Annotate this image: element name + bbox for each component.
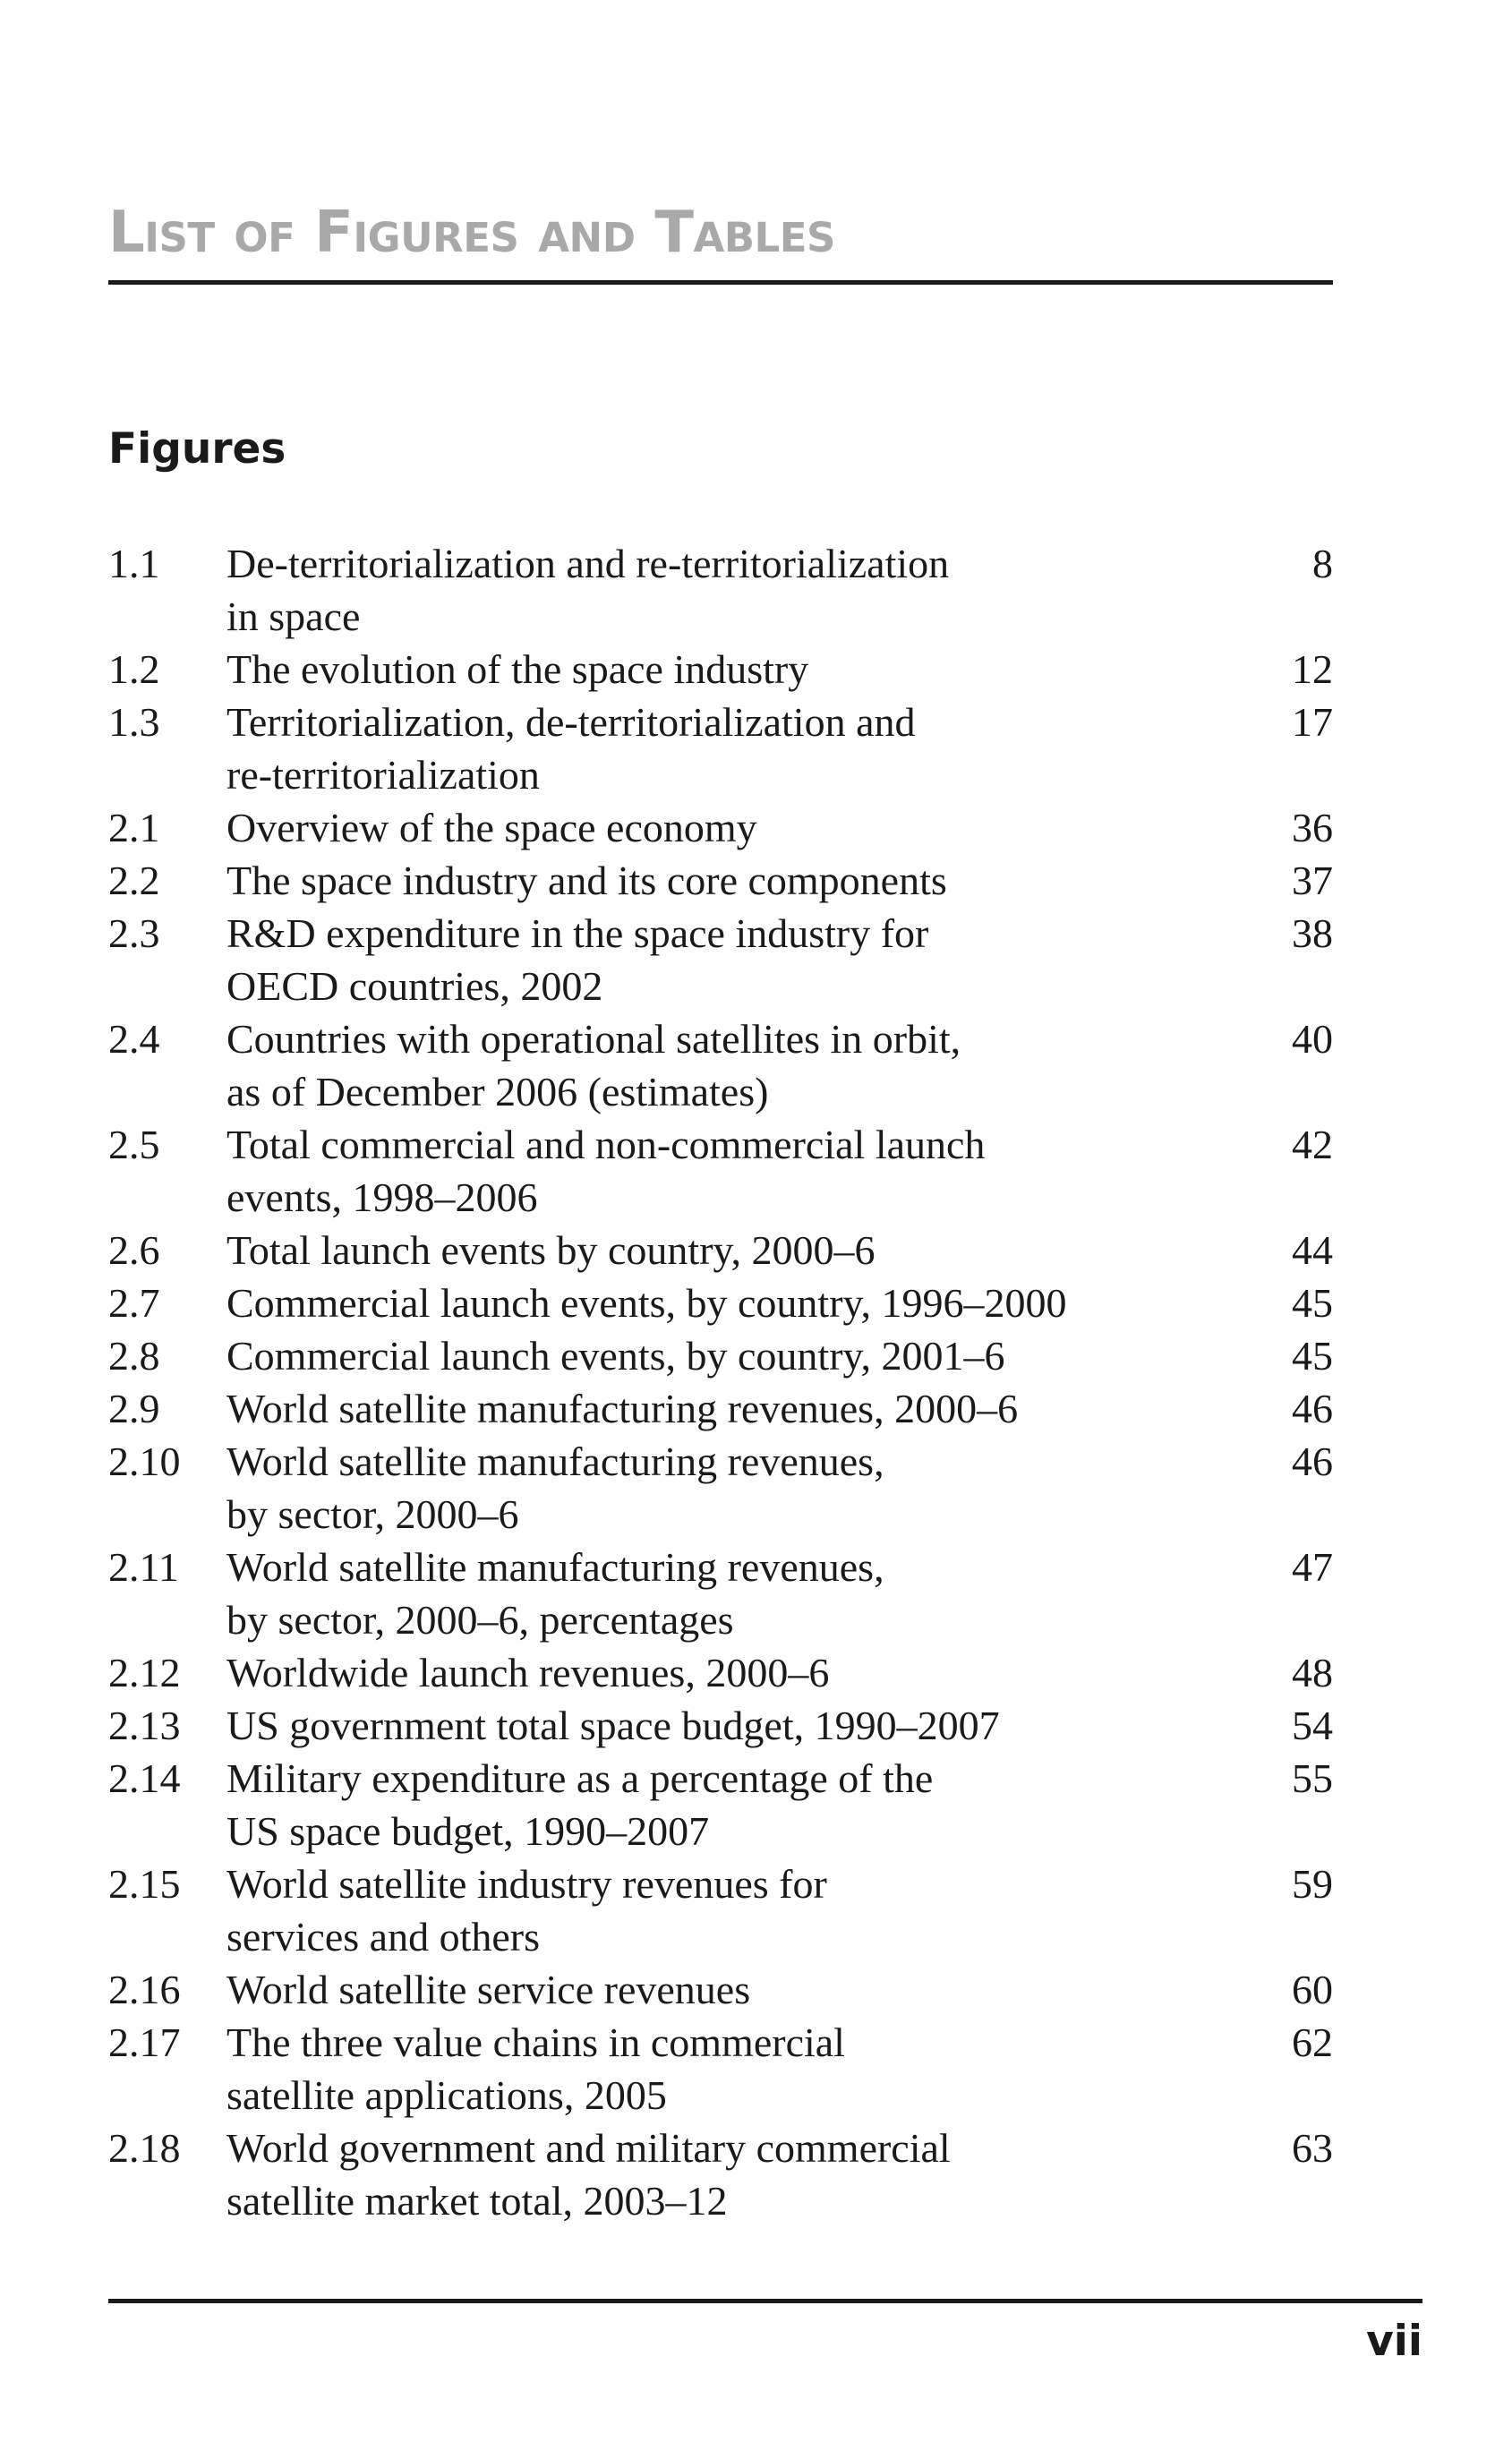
- figure-title: Military expenditure as a percentage of the US space budget, 1990–2007: [226, 1755, 934, 1854]
- figure-number: 2.12: [108, 1650, 181, 1695]
- figure-title: Commercial launch events, by country, 1996–2000: [226, 1280, 1067, 1326]
- figure-title: World satellite manufacturing revenues, 2000–6: [226, 1386, 1019, 1431]
- figure-page-number: 59: [1292, 1861, 1333, 1907]
- figure-page-number: 40: [1292, 1016, 1333, 1062]
- figure-entry[interactable]: [108, 1646, 1333, 1699]
- figure-page-number: 45: [1292, 1280, 1333, 1326]
- figure-number: 2.11: [108, 1544, 179, 1590]
- figure-entry[interactable]: [108, 1224, 1333, 1276]
- page-number: vii: [1366, 2317, 1422, 2366]
- figure-entry[interactable]: [108, 1435, 1333, 1541]
- figure-number: 2.10: [108, 1439, 181, 1484]
- figure-page-number: 17: [1292, 699, 1333, 745]
- figure-number: 2.1: [108, 805, 160, 850]
- figure-entry[interactable]: [108, 1329, 1333, 1382]
- figure-entry[interactable]: [108, 1118, 1333, 1224]
- figure-page-number: 44: [1292, 1227, 1333, 1273]
- figure-title: Countries with operational satellites in orbit, as of December 2006 (estimates): [226, 1016, 961, 1114]
- page-title: List of Figures and Tables: [108, 200, 835, 266]
- figure-entry[interactable]: [108, 1382, 1333, 1435]
- figure-page-number: 46: [1292, 1386, 1333, 1431]
- figure-title: Commercial launch events, by country, 2001–6: [226, 1333, 1005, 1379]
- figure-page-number: 60: [1292, 1967, 1333, 2012]
- figure-number: 1.2: [108, 646, 160, 692]
- figure-entry[interactable]: [108, 854, 1333, 907]
- figure-entry[interactable]: [108, 2122, 1333, 2227]
- figure-entry[interactable]: [108, 1541, 1333, 1646]
- figure-page-number: 45: [1292, 1333, 1333, 1379]
- figure-entry[interactable]: [108, 1012, 1333, 1118]
- figure-entry[interactable]: [108, 696, 1333, 801]
- figure-number: 2.9: [108, 1386, 160, 1431]
- figure-title: Total launch events by country, 2000–6: [226, 1227, 876, 1273]
- figure-title: Total commercial and non-commercial launch events, 1998–2006: [226, 1122, 986, 1220]
- figure-number: 1.3: [108, 699, 160, 745]
- figure-title: World government and military commercial satellite market total, 2003–12: [226, 2125, 951, 2224]
- figure-page-number: 47: [1292, 1544, 1333, 1590]
- figure-number: 2.17: [108, 2019, 181, 2065]
- figure-page-number: 42: [1292, 1122, 1333, 1167]
- figure-title: World satellite service revenues: [226, 1967, 751, 2012]
- figure-title: World satellite industry revenues for services and others: [226, 1861, 827, 1960]
- figure-entry[interactable]: [108, 1276, 1333, 1329]
- figure-number: 2.16: [108, 1967, 181, 2012]
- figure-title: Worldwide launch revenues, 2000–6: [226, 1650, 830, 1695]
- figure-page-number: 36: [1292, 805, 1333, 850]
- figure-number: 1.1: [108, 541, 160, 586]
- figure-title: World satellite manufacturing revenues, by sector, 2000–6, percentages: [226, 1544, 884, 1643]
- figure-title: World satellite manufacturing revenues, by sector, 2000–6: [226, 1439, 884, 1537]
- figure-page-number: 63: [1292, 2125, 1333, 2171]
- figure-number: 2.15: [108, 1861, 181, 1907]
- figure-title: De-territorialization and re-territorialization in space: [226, 541, 950, 639]
- figure-number: 2.2: [108, 858, 160, 903]
- figure-number: 2.6: [108, 1227, 160, 1273]
- figure-page-number: 55: [1292, 1755, 1333, 1801]
- figure-list: [108, 537, 1333, 2227]
- figure-page-number: 48: [1292, 1650, 1333, 1695]
- figure-number: 2.4: [108, 1016, 160, 1062]
- figure-entry[interactable]: [108, 2016, 1333, 2122]
- figure-entry[interactable]: [108, 643, 1333, 696]
- figure-entry[interactable]: [108, 1963, 1333, 2016]
- figure-entry[interactable]: [108, 1857, 1333, 1963]
- figure-page-number: 46: [1292, 1439, 1333, 1484]
- figure-title: Overview of the space economy: [226, 805, 757, 850]
- figure-number: 2.18: [108, 2125, 181, 2171]
- title-rule: [108, 280, 1333, 285]
- figure-title: The three value chains in commercial satellite applications, 2005: [226, 2019, 845, 2118]
- figure-number: 2.14: [108, 1755, 181, 1801]
- figure-number: 2.3: [108, 910, 160, 956]
- figure-entry[interactable]: [108, 907, 1333, 1012]
- figure-entry[interactable]: [108, 801, 1333, 854]
- figure-entry[interactable]: [108, 1752, 1333, 1857]
- figure-page-number: 37: [1292, 858, 1333, 903]
- figure-title: The space industry and its core components: [226, 858, 947, 903]
- figure-page-number: 54: [1292, 1703, 1333, 1748]
- figure-number: 2.7: [108, 1280, 160, 1326]
- figure-page-number: 8: [1312, 541, 1333, 586]
- figure-title: Territorialization, de-territorialization and re-territorialization: [226, 699, 916, 798]
- figure-page-number: 38: [1292, 910, 1333, 956]
- figure-page-number: 62: [1292, 2019, 1333, 2065]
- figure-title: The evolution of the space industry: [226, 646, 809, 692]
- figure-entry[interactable]: [108, 537, 1333, 643]
- figure-title: R&D expenditure in the space industry for OECD countries, 2002: [226, 910, 929, 1009]
- figure-number: 2.13: [108, 1703, 181, 1748]
- figure-page-number: 12: [1292, 646, 1333, 692]
- figure-number: 2.8: [108, 1333, 160, 1379]
- section-heading-figures: Figures: [108, 424, 286, 474]
- figure-title: US government total space budget, 1990–2007: [226, 1703, 1000, 1748]
- footer-rule: [108, 2299, 1422, 2303]
- figure-entry[interactable]: [108, 1699, 1333, 1752]
- figure-number: 2.5: [108, 1122, 160, 1167]
